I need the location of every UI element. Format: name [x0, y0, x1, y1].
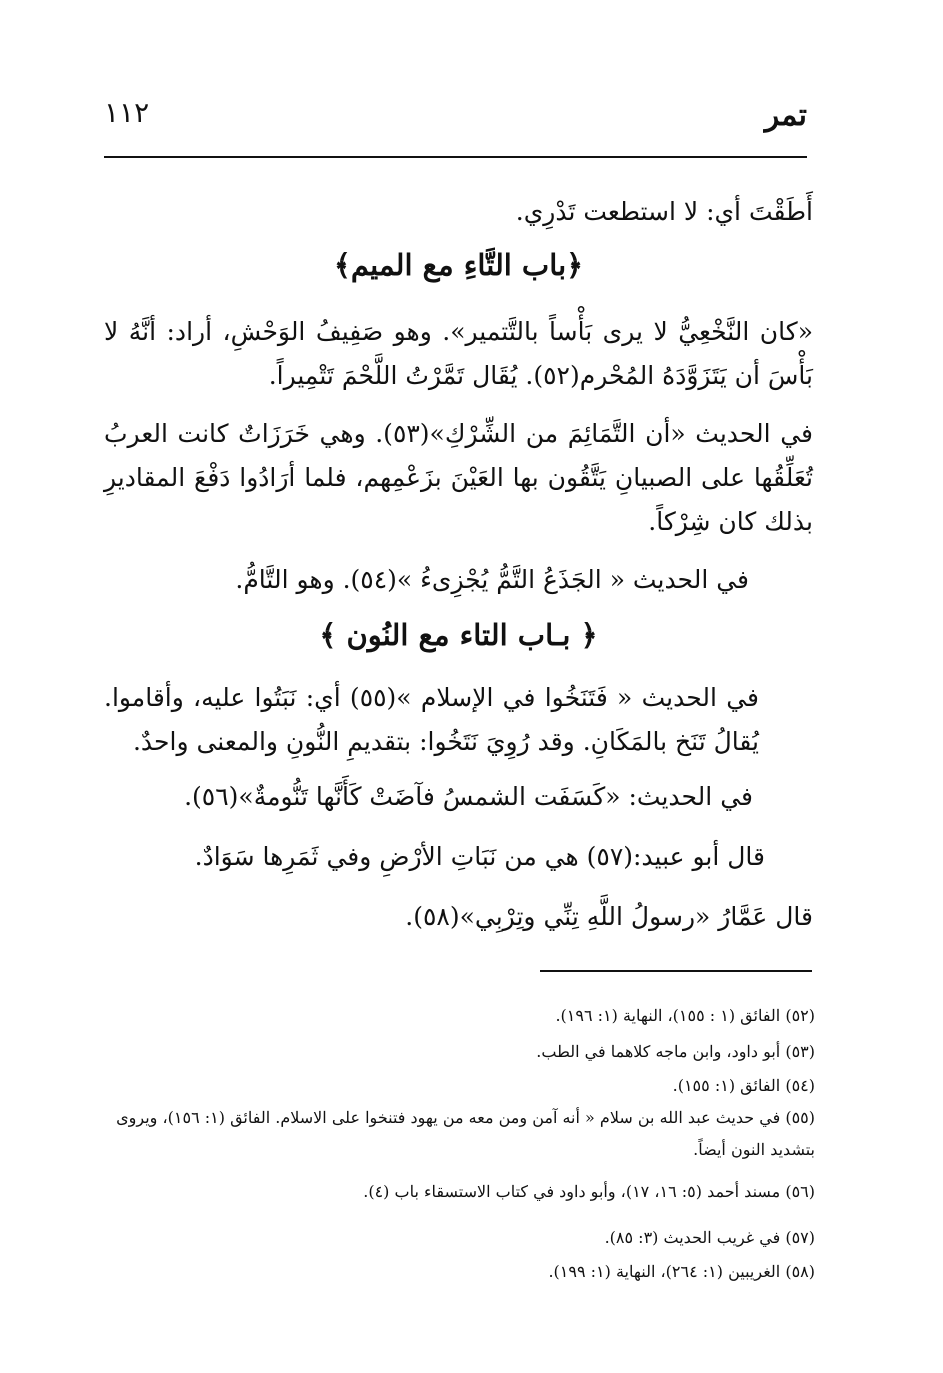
section-heading-ta-mim: ﴿باب التَّاءِ مع الميم﴾: [333, 248, 584, 282]
footnote-58: (٥٨) الغريبين (١: ٢٦٤)، النهاية (١: ١٩٩).: [548, 1262, 815, 1281]
footnote-52: (٥٢) الفائق (١ : ١٥٥)، النهاية (١: ١٩٦).: [555, 1006, 815, 1025]
header-rule: [104, 156, 807, 158]
footnote-55: (٥٥) في حديث عبد الله بن سلام « أنه آمن ومن معه من يهود فتنخوا على الاسلام. الفائق (١: ١٥٦)، ويروى بتشديد النون أيضاً.: [116, 1108, 815, 1159]
footnote-rule: [540, 970, 812, 972]
footnote-54: (٥٤) الفائق (١: ١٥٥).: [672, 1076, 815, 1095]
page-header: [104, 96, 807, 146]
paragraph-7: قال أبو عبيد:(٥٧) هي من نَبَاتِ الأرْضِ وفي ثَمَرِها سَوَادٌ.: [194, 842, 765, 871]
paragraph-3: في الحديث «أن التَّمَائِمَ من الشِّرْكِ»(٥٣). وهي خَرَزَاتٌ كانت العربُ تُعَلِّقُها على الصبيانِ يَتَّقُون بها العَيْنَ بزَعْمِهم، فلما أرَادُوا دَفْعَ المقاديرِ بذلك كان شِرْكاً.: [104, 419, 813, 536]
paragraph-8: قال عَمَّارُ «رسولُ اللَّهِ تِنِّي وتِرْبِي»(٥٨).: [405, 902, 813, 931]
footnote-53: (٥٣) أبو داود، وابن ماجه كلاهما في الطب.: [536, 1042, 815, 1061]
footnote-56: (٥٦) مسند أحمد (٥: ١٦، ١٧)، وأبو داود في كتاب الاستسقاء باب (٤).: [363, 1182, 815, 1201]
paragraph-2: «كان النَّخْعِيُّ لا يرى بَأْساً بالتَّتمير». وهو صَفِيفُ الوَحْشِ، أراد: أنَّهُ لا بَأْسَ أن يَتَزَوَّدَهُ المُحْرم(٥٢). يُقَال تَمَّرْتُ اللَّحْمَ تَتْمِيراً.: [104, 317, 813, 390]
page-number: ١١٢: [104, 96, 150, 129]
footnote-57: (٥٧) في غريب الحديث (٣: ٨٥).: [604, 1228, 815, 1247]
entry-word: تمر: [764, 98, 807, 133]
paragraph-1: أَطَقْتَ أي: لا استطعت تَدْرِي.: [515, 197, 813, 226]
paragraph-6: في الحديث: «كَسَفَت الشمسُ فآضَتْ كَأَنَّها تَنُّومةٌ»(٥٦).: [184, 782, 753, 811]
paragraph-5: في الحديث « فَتَنَخُوا في الإسلام »(٥٥) أي: نَبَتُوا عليه، وأقاموا. يُقالُ تَنَخ بالمَكَانِ. وقد رُوِيَ نَتَخُوا: بتقديمِ النُّونِ والمعنى واحدٌ.: [104, 683, 760, 756]
section-heading-ta-nun: ﴿ بـاب التاء مع النُون ﴾: [319, 618, 598, 652]
paragraph-4: في الحديث « الجَذَعُ التَّمُّ يُجْزِىءُ »(٥٤). وهو التَّامُّ.: [235, 565, 749, 594]
